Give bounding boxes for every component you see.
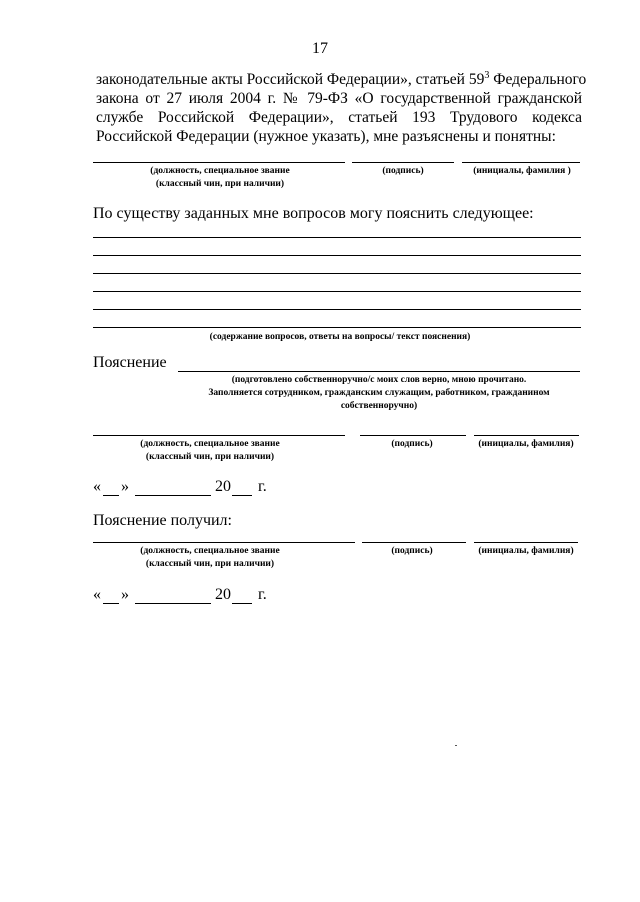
date2-close-quote: » bbox=[121, 586, 129, 603]
explanation-line[interactable] bbox=[178, 371, 580, 372]
sig3-signature-caption: (подпись) bbox=[391, 546, 433, 556]
date2-month-line[interactable] bbox=[135, 603, 211, 604]
explanation-caption: (подготовлено собственноручно/с моих слов верно, мною прочитано. Заполняется сотрудником, гражданским служащим, работником, гражданином собственноручно) bbox=[208, 375, 550, 411]
date1-year-line[interactable] bbox=[232, 495, 252, 496]
received-label: Пояснение получил: bbox=[93, 512, 232, 529]
answer-line-6[interactable] bbox=[93, 327, 581, 328]
intro-line-3: службе Российской Федерации», статьей 193 Трудового кодекса bbox=[96, 109, 582, 127]
intro-line-2: закона от 27 июля 2004 г. № 79-ФЗ «О государственной гражданской bbox=[96, 90, 582, 108]
sig1-position-caption: (должность, специальное звание (классный чин, при наличии) bbox=[150, 166, 290, 189]
sig3-position-line[interactable] bbox=[93, 542, 355, 543]
sig3-name-line[interactable] bbox=[474, 542, 578, 543]
page-number: 17 bbox=[312, 40, 328, 57]
sig1-name-caption: (инициалы, фамилия ) bbox=[473, 166, 571, 176]
intro-line-4: Российской Федерации (нужное указать), мне разъяснены и понятны: bbox=[96, 128, 556, 146]
intro-line-1: законодательные акты Российской Федерации», статьей $59^3$ Федерального bbox=[96, 70, 587, 89]
answer-line-4[interactable] bbox=[93, 291, 581, 292]
explain-caption: (содержание вопросов, ответы на вопросы/ текст пояснения) bbox=[209, 332, 471, 342]
explain-heading: По существу заданных мне вопросов могу пояснить следующее: bbox=[93, 205, 534, 222]
intro-paragraph bbox=[96, 66, 587, 146]
sig1-signature-line[interactable] bbox=[352, 162, 454, 163]
footnote-superscript: 3 bbox=[484, 70, 490, 81]
date1-year-suffix: г. bbox=[258, 478, 267, 495]
date2-open-quote: « bbox=[93, 586, 101, 603]
sig1-signature-caption: (подпись) bbox=[382, 166, 424, 176]
sig2-signature-line[interactable] bbox=[360, 435, 466, 436]
date1-month-line[interactable] bbox=[135, 495, 211, 496]
explanation-label: Пояснение bbox=[93, 354, 167, 371]
sig1-name-line[interactable] bbox=[462, 162, 580, 163]
date1-close-quote: » bbox=[121, 478, 129, 495]
scan-speck bbox=[455, 745, 457, 746]
sig3-position-caption: (должность, специальное звание (классный чин, при наличии) bbox=[140, 546, 280, 569]
sig2-name-caption: (инициалы, фамилия) bbox=[478, 439, 574, 449]
date2-year-suffix: г. bbox=[258, 586, 267, 603]
sig3-signature-line[interactable] bbox=[362, 542, 466, 543]
date1-year-prefix: 20 bbox=[215, 478, 231, 495]
date2-year-line[interactable] bbox=[232, 603, 252, 604]
date2-day-line[interactable] bbox=[103, 603, 119, 604]
sig2-name-line[interactable] bbox=[474, 435, 579, 436]
answer-line-5[interactable] bbox=[93, 309, 581, 310]
sig2-signature-caption: (подпись) bbox=[391, 439, 433, 449]
answer-line-3[interactable] bbox=[93, 273, 581, 274]
date1-open-quote: « bbox=[93, 478, 101, 495]
sig1-position-line[interactable] bbox=[93, 162, 345, 163]
sig2-position-caption: (должность, специальное звание (классный чин, при наличии) bbox=[140, 439, 280, 462]
answer-line-1[interactable] bbox=[93, 237, 581, 238]
sig3-name-caption: (инициалы, фамилия) bbox=[478, 546, 574, 556]
date1-day-line[interactable] bbox=[103, 495, 119, 496]
answer-line-2[interactable] bbox=[93, 255, 581, 256]
date2-year-prefix: 20 bbox=[215, 586, 231, 603]
sig2-position-line[interactable] bbox=[93, 435, 345, 436]
